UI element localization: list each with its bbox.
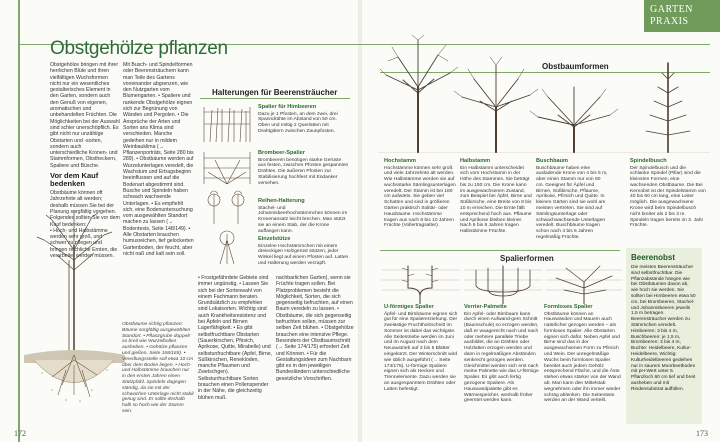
u-spalier-text: Äpfel- und Birnbäume eignen sich gut für eine Spaliererziehung. Der zweiästige Fruchtholzschnitt im Sommer ist dabei das wichtigste. Alle Seitentriebe werden im Juni und im August nach dem Neuaustrieb auf 3 bis 5 Blätter eingekürzt. Der Winterschnitt wird wie üblich ausgeführt (→ Seite 174/175). U-förmige Spaliere eignen sich als Hecken und Trennelemente. Dazu werden sie an ausgespanntem Drähten oder Latten befestigt. bbox=[384, 311, 458, 392]
intro-column-3 bbox=[198, 275, 273, 401]
banner-line-2: PRAXIS bbox=[650, 16, 689, 27]
tree-planting-illustration bbox=[22, 205, 127, 425]
banner-line-1: GARTEN bbox=[650, 4, 693, 15]
halterung-1-title: Spalier für Himbeeren bbox=[258, 104, 317, 110]
halterung-2-text: Brombeeren benötigen starke Gerüste aus festen, zwischen Pfosten gespannten Drähten. Die äußeren Pfosten zur Stabilisierung hochfest mit Endanker versehen. bbox=[258, 157, 349, 186]
buschbaum-title: Buschbaum bbox=[536, 158, 569, 164]
halterung-reihen bbox=[258, 198, 350, 234]
page-title: Obstgehölze pflanzen bbox=[50, 38, 228, 59]
intro-column-2 bbox=[123, 62, 195, 257]
hochstamm-tree bbox=[380, 35, 458, 153]
obstbaumformen-illustrations bbox=[378, 35, 710, 153]
verrier-text: Ein Apfel- oder Birnbaum kann durch einen Aufwand-gern Schnitt (Baumschule) so erzogen werden, daß er waagerecht nach und nach oder mehrere parallele Triebe ausbildet, die an Drähten oder Holzlatten erzogen werden und dann in regelmäßigen Abständen senkrecht gezogen werden. Gleichmittel werden sich erst nach meine Palmette wie das U-förmige Spalier. Es gibt auch fertig gezogene Spaliere. Als Hauswandpalette gibt es Wärmespeicher, weshalb früher geerntet werden kann. bbox=[464, 311, 539, 404]
spalier-formlos bbox=[544, 304, 622, 404]
garten-praxis-banner bbox=[644, 0, 720, 32]
halterung-4-title: Einzelstütze bbox=[258, 236, 291, 242]
intro-column-4 bbox=[276, 275, 354, 382]
spalierformen-title: Spalierformen bbox=[500, 254, 554, 263]
spalierformen-rule bbox=[380, 250, 620, 251]
spalier-verrier-palmette bbox=[464, 304, 540, 404]
form-spindelbusch bbox=[630, 158, 706, 229]
formlos-text: Obstbäume können an Hauswänden und Mauern auch natürlicher gezogen werden – als formloses Spalier. Alle Obstarten eignen sich dafür. Neben Apfel und Birne sind das in der ausgewachsenen Form zu Pfirsich und Wein. Der unregelmäßige Wuchs beim formlosen Spalier bereitet auch jedem Gehölz entsprechend Fläche, und die Äste stehen etwas stärker von der Wand ab. Man kann den Mittelstab wegnehmen oder ihn immer wieder schräg ablenken. Die Seitenäste werden an der Wand verteilt. bbox=[544, 311, 621, 404]
halterungen-title: Halterungen für Beerensträucher bbox=[212, 88, 338, 97]
intro-paragraph: Obstgehölze bringen mit ihrer herrlichen Blüte und ihren vielfältigen Wuchsformen nicht nur ein wesentliches gestalterisches Element in den Garten, sondern auch den Genuß von eigenen, aromatischen und unbehandelten Früchten. Die Möglichkeiten bei der Auswahl sind schier unerschöpflich. Es gibt nicht nur unzählige Obstarten und -sorten, sondern auch unterschiedliche Kronen- und Stammformen, Obstheckern, Spaliere und Büsche. bbox=[50, 62, 120, 169]
form-halbstamm bbox=[460, 158, 532, 235]
spalier-u-foermig bbox=[384, 304, 460, 393]
beerenobst-text: Die meisten Beerensträucher sind selbstfruchtbar. Die Pflanzabstände hängen wie bei Obstbäumen davon ab, wie hoch sie werden. Sie sollten bei Himbeeren etwa 50 cm, bei Brombeeren, Stachel- und Johannisbeeren jeweils 1,5 m betragen. Beerensträucher werden zu Stämmchen veredelt. Himbeeren: 3 bis 4 m, Buschbeeren: je 1,5 m, Brombeeren: 3 bis 4 m, Buchte: Heidelbeere, Kultur-Heidelbeere, Wichtig: Kulturheidelbeeren gedeihen nur in saurem Moorbeetboden mit pH-Wert unter 5. Pflanzloch 60 cm tief und breit ausheben und mit Rindensubstrat auffüllen. bbox=[631, 265, 696, 392]
halterung-2-title: Brombeer-Spalier bbox=[258, 150, 305, 156]
halterung-4-text: Einzelne Hochstämmchen mit einem dreieckigen Holzgerüst stützen, jeder Winkel liegt auf einem Pfosten auf. Latten und Halterung werden verzapft. bbox=[258, 243, 349, 266]
beerenobst-title: Beerenobst bbox=[631, 253, 676, 262]
purchase-heading: Vor dem Kauf bedenken bbox=[50, 171, 99, 189]
purchase-text: Obstbäume können oft Jahrzehnte alt werden; deshalb müssen Sie bei der Planung sorgfältig vorgehen. Folgendes sollten Sie vor dem Kauf bedenken: bbox=[50, 190, 120, 228]
intro-col4-text: nachbarlichen Garten), wenn sie Früchte tragen sollen. Bei Platzproblemen besteht die Möglichkeit, Sorten, die sich gegenseitig befruchten, auf einen Baum veredeln zu lassen. • Obstbäume, die sich gegenseitig befruchten sollen, müssen zur selben Zeit blühen. • Obstgehölze brauchen eine intensive Pflege. Besonders der Obstbaumschnitt (→ Seite 174/175) erfordert Zeit und Können. • Für die Gestaltungsideen zum Nachbarn gibt es in den jeweiligen Bundesländern unterschiedliche gesetzliche Vorschriften. bbox=[276, 275, 354, 382]
beerenstraeucher-supports-illustrations bbox=[200, 102, 255, 270]
spalierformen-illustrations bbox=[380, 262, 624, 304]
form-hochstamm bbox=[384, 158, 456, 229]
halterung-1-text: Dazu je 1 Pfosten, an dem zwei, drei Spanndrähte im Abstand von 50 cm. Oben und mittig 2 Querlatten mit Drahtgittern zwischen Zaunpfosten. bbox=[258, 111, 338, 134]
page-number-left: 172 bbox=[14, 429, 26, 438]
halterung-spalier-himbeeren bbox=[258, 104, 350, 135]
planting-caption: Obstbäume richtig pflanzen: Bäume sorgfältig ausgewählten Standort. • Pflanzgrube doppelt so breit wie Wurzelballen ausheben. • Gehölze pflanzen und gießen, Seite 168/169). • Veredlungsstelle soll etwa 10 cm über dem Boden liegen. • Hoch- und Halbstämme brauchen nur in den ersten Jahren einen Stützpfahl. Spindeln dagegen ständig, da sie mit der schwachen Unterlage nicht stabil genug sind. Er sollte deshalb halb so hoch wie der Stamm sein. bbox=[122, 322, 194, 414]
spindelbusch-text: Der Spindelbusch und die schlanke Spindel (Pillar) sind die kleinsten Formen; eine wachsenden Obstbäume. Die Bei Kernobst ist der Spindelstamm von 40 bis 60 cm lang, eine Leiter möglich. Die ausgewachsene Krone wird beim Spindelbusch nicht breiter als 2 bis 3 m. Spindeln tragen bereits im 3. Jahr Früchte. bbox=[630, 165, 706, 229]
purchase-bullet: • Hoch- und Halbstämme werden sehr groß, und schwer zu pflegen und bringen reichliche Ernten, die verarbeitet werden müssen. bbox=[50, 228, 120, 259]
halterung-brombeer-spalier bbox=[258, 150, 350, 186]
spindelbusch-title: Spindelbusch bbox=[630, 158, 667, 164]
page-number-right: 173 bbox=[696, 429, 708, 438]
obstbaumformen-title: Obstbaumformen bbox=[542, 62, 609, 71]
intro-col3-text: • Frostgefährdete Gebiete sind immer ungünstig. • Lassen Sie sich bei der Sortenwahl von einem Fachmann beraten. Grundsätzlich zu empfehlen sind Lokalsorten. Wichtig sind auch Krankheitsresistenz und bei Äpfeln und Birnen Lagerfähigkeit. • Es gibt selbstfruchtbare Obstarten (Sauerkirschen, Pfirsich, Aprikose, Quitte, Mirabelle) und selbstunfruchtbare (Apfel, Birne, Süßkirschen, Renekloden, manche Pflaumen und Zwetschgen). Selbstunfruchtbare Sorten brauchen einen Pollenspender in der Nähe, die gleichzeitig blühen muß. bbox=[198, 275, 273, 401]
halbstamm-text: Ein Halbstamm unterscheidet sich vom Hochstamm in der Höhe des Stammes. Sie beträgt bis zu 150 cm. Die Krone kann im ausgewachsenen Zustand, zum Beispiel bei Äpfel, Birne und Süßkirsche, eine Breite von 8 bis 10 m erreichen. Die Ernte fällt entsprechend hoch aus. Pflaume und Aprikose bleiben kleiner. Nach 6 bis 8 Jahren tragen Halbstämme Früchte. bbox=[460, 165, 532, 235]
hochstamm-title: Hochstamm bbox=[384, 158, 417, 164]
halterung-3-text: Stachel- und Johannisbeerhochstämmchen können im Kronenansatz leicht brechen. Man stützt sie an einem Stab, der die Krone auffangen kann. bbox=[258, 205, 348, 234]
form-buschbaum bbox=[536, 158, 608, 241]
formlos-title: Formloses Spalier bbox=[544, 304, 593, 310]
book-gutter bbox=[358, 0, 362, 442]
buschbaum-text: Buschbäume haben eine ausladende Krone von 4 bis 5 m, aber einen Stamm nur von 60 cm. Geeignet für Äpfel und Birnen, Süßkirsche, Pflaume, Aprikose, Pfirsich und Quitte. In kleinen Gärten sind sie wohl am meisten vertreten. Sie sind auf Sämlingsunterlage oder schwachwachsende Unterlagen veredelt. Buschbäume tragen schon nach 4 bis 5 Jahren regelmäßig Früchte. bbox=[536, 165, 608, 241]
halterung-3-title: Reihen-Halterung bbox=[258, 198, 305, 204]
u-spalier-title: U-förmiges Spalier bbox=[384, 304, 434, 310]
halbstamm-title: Halbstamm bbox=[460, 158, 491, 164]
beerenobst-box bbox=[626, 248, 702, 424]
hochstamm-text: Hochstämme können sehr groß und viele Jahrzehnte alt werden. Wie Halbstämme werden sie auf wuchsstarke Sämlingsunterlagen veredelt. Der Stamm ist bei 180 cm aufwärts. Sie geben viel Schatten und sind in größeren Gärten praktisch Solitär- oder Hausbäume. Hochstämme tragen aus nach 8 bis 10 Jahren Früchte (Vollertragsalter). bbox=[384, 165, 456, 229]
halterungen-rule bbox=[200, 98, 350, 99]
halterung-einzelstuetze bbox=[258, 236, 350, 267]
intro-col2-text: Mit Busch- und Spindelformen oder Beerensträuchern kann man Teile des Gartens voneinander abgrenzen, wie den Nutzgarten vom Blumengarten. • Spaliere und rankende Obstgehölze eignen sich zur Begrünung von Wänden und Pergolen. • Die Ansprüche der Arten und Sorten ans Klima sind verschieden. Manche gedeihen nur in mildem Weinbauklima (→ Pflanzenporträts, Seite 280 bis 289). • Obstbäume werden auf Wurzelunterlagen veredelt, die Wachstum und Ertragsbeginn beeinflussen und auf die Bodenart abgestimmt sind. Busche und Spindeln haben schwach wachsende Unterlagen. • Es empfiehlt sich, eine Bodenuntersuchung vom ausgewählten Standort machen zu lassen (→ Bodentests, Seite 148/149). • Alle Obstarten brauchen humusreichen, tief gelockerten Gartenboden, der feucht, aber nicht naß und kalt sein soll. bbox=[123, 62, 194, 257]
left-margin-rule bbox=[18, 0, 20, 442]
verrier-title: Verrier-Palmette bbox=[464, 304, 507, 310]
